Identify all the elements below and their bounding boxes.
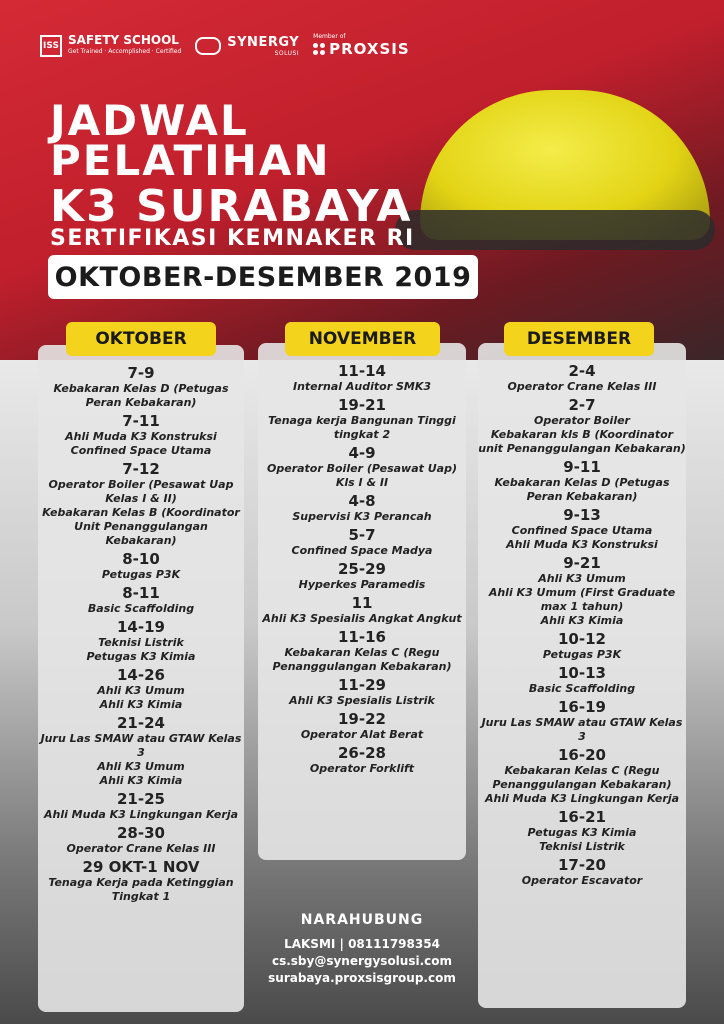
schedule-date: 14-19 [117,618,165,636]
schedule-date: 11 [351,594,373,612]
schedule-entry [258,745,466,776]
training-name: Ahli Muda K3 Lingkungan Kerja [43,808,239,821]
schedule-date: 10-13 [558,664,606,682]
schedule-entry [478,459,686,504]
training-name: Ahli K3 Kimia [540,614,624,627]
training-name: Kebakaran Kelas C (Regu Penanggulangan Kebakaran) [492,764,672,791]
schedule-entry [258,711,466,742]
schedule-date: 21-25 [117,790,165,808]
training-name: Petugas P3K [101,568,181,581]
training-name: Operator Boiler [534,414,630,427]
schedule-entry [38,791,244,822]
schedule-date: 10-12 [558,630,606,648]
schedule-date: 25-29 [338,560,386,578]
training-name: Operator Boiler (Pesawat Uap Kelas I & II) [48,478,234,505]
training-name: Basic Scaffolding [528,682,636,695]
training-name: Operator Boiler (Pesawat Uap) Kls I & II [267,462,457,489]
training-name: Tenaga Kerja pada Ketinggian Tingkat 1 [48,876,234,903]
schedule-entry [258,677,466,708]
schedule-entry [38,859,244,904]
schedule-date: 7-9 [127,364,155,382]
schedule-entry [258,561,466,592]
training-name: Confined Space Madya [291,544,433,557]
training-name: Teknisi Listrik [539,840,625,853]
month-tab-desember: DESEMBER [504,322,654,356]
training-name: Supervisi K3 Perancah [292,510,432,523]
schedule-date: 21-24 [117,714,165,732]
training-name: Confined Space Utama [70,444,212,457]
schedule-entry [38,551,244,582]
training-name: Kebakaran kls B (Koordinator unit Penanggulangan Kebakaran) [478,428,686,455]
training-name: Ahli Muda K3 Konstruksi [65,430,217,443]
schedule-date: 8-10 [122,550,160,568]
schedule-entry [478,555,686,628]
schedule-entry [478,809,686,854]
title-subtitle: SERTIFIKASI KEMNAKER RI [50,226,415,251]
schedule-date: 7-12 [122,460,160,478]
schedule-entry [38,667,244,712]
schedule-entry [38,461,244,548]
contact-section [258,912,466,987]
training-name: Operator Crane Kelas III [507,380,657,393]
schedule-date: 2-4 [568,362,596,380]
schedule-entry [38,413,244,458]
training-name: Ahli K3 Umum (First Graduate max 1 tahun) [488,586,676,613]
title-line-2: PELATIHAN [50,136,331,185]
schedule-date: 16-21 [558,808,606,826]
synergy-subtitle: SOLUSI [274,49,300,57]
schedule-column-desember [478,343,686,1008]
schedule-entry [258,493,466,524]
schedule-date: 5-7 [348,526,376,544]
schedule-date: 9-21 [563,554,601,572]
schedule-entry [478,631,686,662]
schedule-entry [478,699,686,744]
synergy-name: SYNERGY [227,34,300,50]
training-name: Ahli K3 Spesialis Angkat Angkut [262,612,462,625]
schedule-entry [258,363,466,394]
safety-school-tagline: Get Trained · Accomplished · Certified [68,47,182,55]
member-of-label: Member of [313,33,346,40]
training-name: Ahli Muda K3 Konstruksi [506,538,658,551]
training-name: Tenaga kerja Bangunan Tinggi tingkat 2 [268,414,456,441]
training-name: Basic Scaffolding [87,602,195,615]
schedule-entry [258,527,466,558]
period-banner: OKTOBER-DESEMBER 2019 [48,255,478,299]
training-name: Operator Escavator [521,874,643,887]
training-name: Juru Las SMAW atau GTAW Kelas 3 [40,732,242,759]
training-name: Ahli K3 Umum [97,684,185,697]
contact-website[interactable]: surabaya.proxsisgroup.com [268,971,456,985]
proxsis-name: PROXSIS [329,40,410,58]
schedule-entry [38,825,244,856]
schedule-date: 4-9 [348,444,376,462]
schedule-date: 16-19 [558,698,606,716]
schedule-entry [478,397,686,456]
schedule-entry [478,363,686,394]
title-line-1: JADWAL [50,96,249,145]
schedule-date: 9-11 [563,458,601,476]
schedule-date: 4-8 [348,492,376,510]
synergy-icon [195,37,221,55]
schedule-entry [478,507,686,552]
training-name: Petugas K3 Kimia [527,826,637,839]
training-name: Ahli K3 Umum [538,572,626,585]
schedule-date: 11-29 [338,676,386,694]
training-name: Ahli K3 Kimia [99,774,183,787]
month-tab-oktober: OKTOBER [66,322,216,356]
schedule-date: 9-13 [563,506,601,524]
schedule-entry [258,397,466,442]
training-name: Confined Space Utama [511,524,653,537]
training-name: Internal Auditor SMK3 [292,380,432,393]
safety-school-icon: ISS [40,35,62,57]
training-name: Teknisi Listrik [98,636,184,649]
safety-school-name: SAFETY SCHOOL [68,32,179,47]
training-name: Ahli K3 Spesialis Listrik [289,694,435,707]
training-name: Kebakaran Kelas B (Koordinator Unit Penanggulangan Kebakaran) [42,506,240,547]
schedule-date: 11-14 [338,362,386,380]
training-name: Petugas P3K [542,648,622,661]
safety-school-logo [40,34,181,58]
schedule-entry [38,619,244,664]
schedule-entry [478,665,686,696]
training-name: Operator Forklift [309,762,415,775]
schedule-date: 8-11 [122,584,160,602]
schedule-date: 19-21 [338,396,386,414]
schedule-entry [258,595,466,626]
proxsis-icon [313,43,325,55]
contact-email[interactable]: cs.sby@synergysolusi.com [271,954,453,968]
schedule-entry [478,747,686,806]
schedule-entry [38,365,244,410]
schedule-entry [38,585,244,616]
logo-bar [40,33,410,58]
training-name: Ahli K3 Kimia [99,698,183,711]
schedule-date: 29 OKT-1 NOV [82,858,200,876]
schedule-entry [258,445,466,490]
training-name: Ahli K3 Umum [97,760,185,773]
schedule-entry [258,629,466,674]
training-name: Operator Alat Berat [300,728,424,741]
training-name: Juru Las SMAW atau GTAW Kelas 3 [481,716,683,743]
schedule-date: 2-7 [568,396,596,414]
title-line-3: K3 SURABAYA [50,181,413,232]
schedule-date: 14-26 [117,666,165,684]
schedule-column-november [258,343,466,860]
schedule-column-oktober [38,345,244,1012]
training-name: Kebakaran Kelas D (Petugas Peran Kebakaran) [53,382,229,409]
schedule-date: 19-22 [338,710,386,728]
schedule-date: 26-28 [338,744,386,762]
schedule-date: 17-20 [558,856,606,874]
training-name: Hyperkes Paramedis [298,578,426,591]
training-name: Petugas K3 Kimia [86,650,196,663]
schedule-entry [478,857,686,888]
schedule-date: 28-30 [117,824,165,842]
training-name: Kebakaran Kelas D (Petugas Peran Kebakaran) [494,476,670,503]
month-tab-november: NOVEMBER [285,322,440,356]
contact-name-phone: LAKSMI | 08111798354 [284,937,440,951]
helmet-brim-illustration [395,210,715,250]
training-name: Kebakaran Kelas C (Regu Penanggulangan Kebakaran) [272,646,452,673]
proxsis-logo [313,33,410,58]
schedule-date: 16-20 [558,746,606,764]
training-name: Operator Crane Kelas III [66,842,216,855]
schedule-date: 11-16 [338,628,386,646]
training-name: Ahli Muda K3 Lingkungan Kerja [484,792,680,805]
schedule-date: 7-11 [122,412,160,430]
contact-heading: NARAHUBUNG [300,912,424,928]
schedule-entry [38,715,244,788]
synergy-logo [195,35,299,57]
